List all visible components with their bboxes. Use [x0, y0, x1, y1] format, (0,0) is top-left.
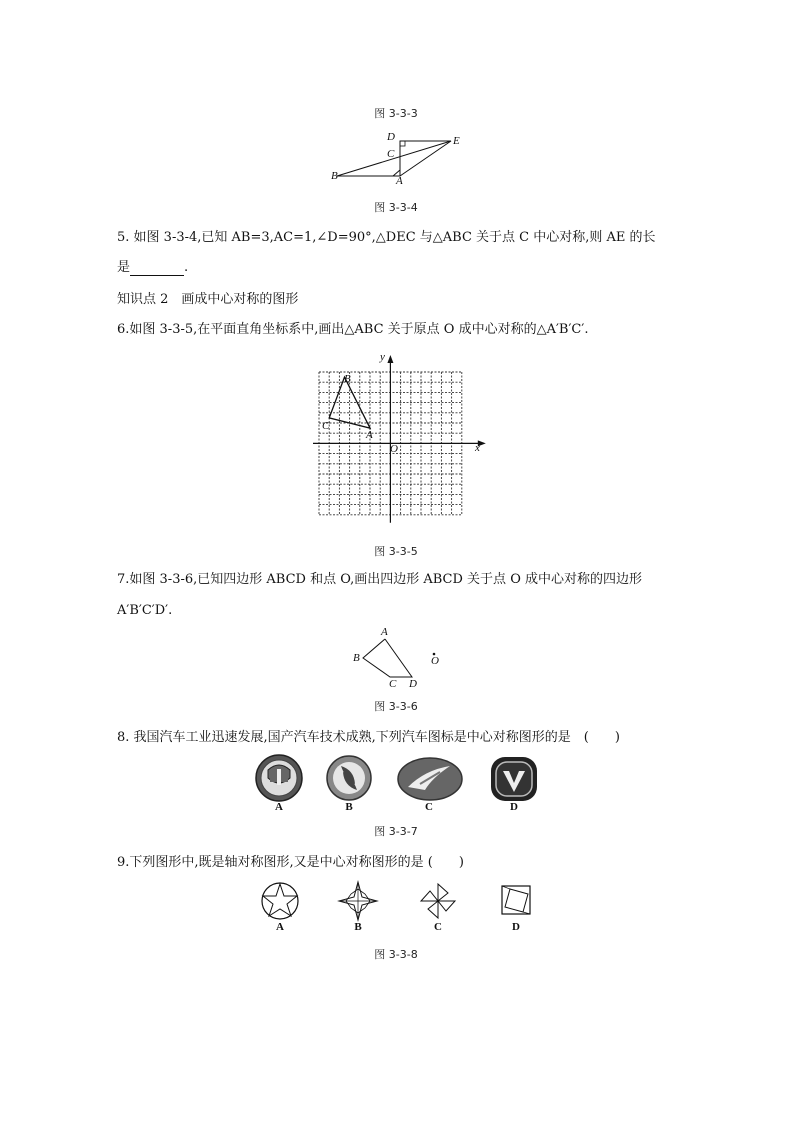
grid-point-label-c: C: [322, 420, 330, 432]
nested-square-icon: [502, 886, 530, 914]
question-5-end: .: [184, 260, 189, 275]
point-label-o: O: [431, 655, 439, 667]
axis-label-x: x: [475, 442, 480, 454]
question-5-prefix: 是: [117, 260, 131, 275]
q8-option-c[interactable]: C: [425, 801, 433, 813]
q8-option-a[interactable]: A: [275, 801, 283, 813]
figure-caption-3-3-5: 图 3-3-5: [374, 545, 418, 558]
figure-caption-3-3-3: 图 3-3-3: [374, 107, 418, 120]
quad-label-a: A: [381, 626, 388, 638]
q8-option-b[interactable]: B: [345, 801, 353, 813]
question-9: 9.下列图形中,既是轴对称图形,又是中心对称图形的是 ( ): [117, 855, 464, 870]
pinwheel-icon: [421, 884, 455, 918]
q9-option-d[interactable]: D: [512, 921, 520, 933]
q9-option-a[interactable]: A: [276, 921, 284, 933]
question-6: 6.如图 3-3-5,在平面直角坐标系中,画出△ABC 关于原点 O 成中心对称的△A′B′C′.: [117, 322, 589, 337]
point-label-b: B: [331, 170, 338, 182]
question-5-line-1: 5. 如图 3-3-4,已知 AB=3,AC=1,∠D=90°,△DEC 与△ABC 关于点 C 中心对称,则 AE 的长: [117, 230, 656, 245]
figure-caption-3-3-7: 图 3-3-7: [374, 825, 418, 838]
point-label-d: D: [387, 131, 395, 143]
point-label-e: E: [453, 135, 460, 147]
compass-rose-icon: [339, 882, 377, 920]
q9-option-c[interactable]: C: [434, 921, 442, 933]
question-8: 8. 我国汽车工业迅速发展,国产汽车技术成熟,下列汽车图标是中心对称图形的是 ( ): [117, 730, 620, 745]
q9-option-b[interactable]: B: [354, 921, 362, 933]
grid-point-label-b: B: [344, 373, 351, 385]
grid-point-label-a: A: [366, 429, 373, 441]
quad-label-d: D: [409, 678, 417, 690]
figure-caption-3-3-8: 图 3-3-8: [374, 948, 418, 961]
question-7-line-2: A′B′C′D′.: [117, 603, 173, 618]
axis-label-y: y: [380, 351, 385, 363]
question-7-line-1: 7.如图 3-3-6,已知四边形 ABCD 和点 O,画出四边形 ABCD 关于点 O 成中心对称的四边形: [117, 572, 642, 587]
star-in-circle-icon: [262, 883, 298, 919]
figure-caption-3-3-4: 图 3-3-4: [374, 201, 418, 214]
point-label-c: C: [387, 148, 395, 160]
figure-caption-3-3-6: 图 3-3-6: [374, 700, 418, 713]
quad-label-b: B: [353, 652, 360, 664]
point-label-a: A: [396, 175, 403, 187]
q8-option-d[interactable]: D: [510, 801, 518, 813]
origin-label: O: [390, 443, 398, 455]
section-heading: 知识点 2 画成中心对称的图形: [117, 292, 299, 307]
quad-label-c: C: [389, 678, 397, 690]
